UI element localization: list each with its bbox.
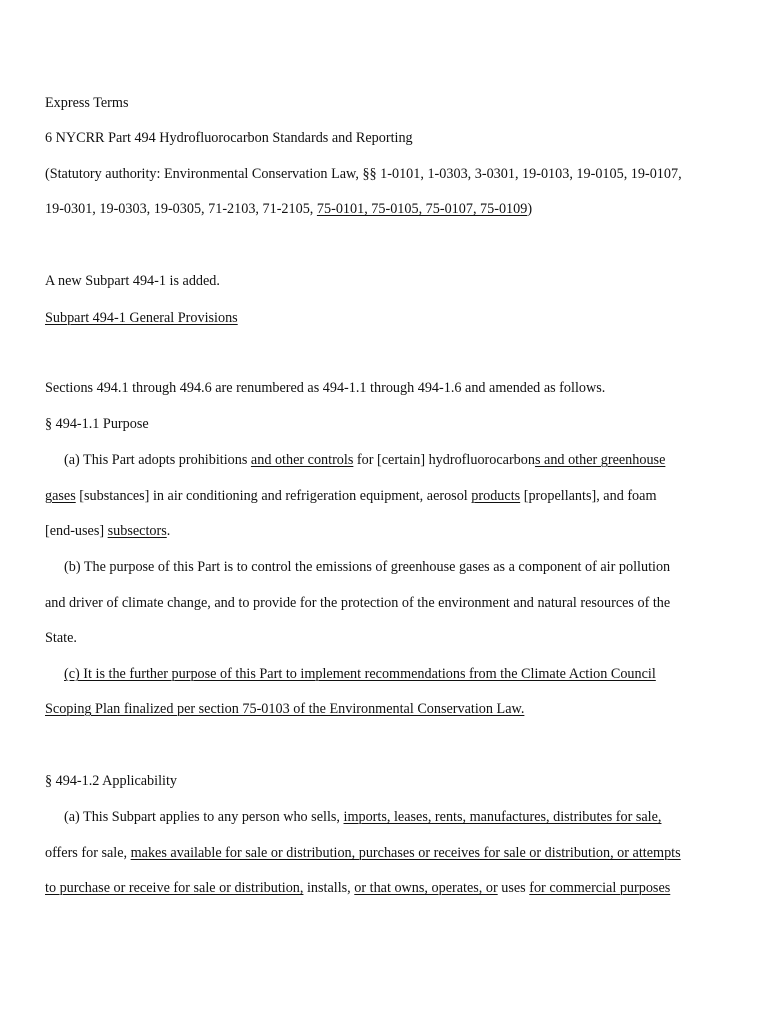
heading-part-title: 6 NYCRR Part 494 Hydrofluorocarbon Standards and Reporting (45, 130, 413, 146)
authority-close-paren: ) (527, 201, 533, 217)
applicability-a-line-3 (45, 879, 670, 897)
paragraph-a-text: [end-uses] (45, 523, 108, 539)
applicability-a-line-2 (45, 844, 681, 862)
statutory-authority-line-1: (Statutory authority: Environmental Conservation Law, §§ 1-0101, 1-0303, 3-0301, 19-0103, 19-0105, 19-0107, (45, 166, 682, 182)
applicability-text: installs, (303, 880, 355, 896)
paragraph-a-insertion: and other controls (250, 452, 354, 468)
paragraph-a-text: [substances] in air conditioning and refrigeration equipment, aerosol (75, 488, 472, 504)
applicability-text: (a) This Subpart applies to any person who sells, (64, 809, 344, 825)
paragraph-a-line-3 (45, 522, 170, 540)
paragraph-a-text: [propellants], and foam (520, 488, 657, 504)
paragraph-a-text: . (166, 523, 171, 539)
applicability-insertion: for commercial purposes (529, 880, 671, 896)
paragraph-a-text: (a) This Part adopts prohibitions (64, 452, 251, 468)
subpart-heading: Subpart 494-1 General Provisions (45, 310, 238, 326)
authority-sections-text: 19-0301, 19-0303, 19-0305, 71-2103, 71-2105, (45, 201, 317, 217)
paragraph-a-line-2 (45, 487, 656, 505)
paragraph-b-line-3: State. (45, 630, 77, 646)
paragraph-c-line-1: (c) It is the further purpose of this Part to implement recommendations from the Climate Action Council (64, 666, 656, 682)
paragraph-a-insertion: gases (45, 488, 76, 504)
applicability-text: offers for sale, (45, 845, 131, 861)
section-1-2-heading: § 494-1.2 Applicability (45, 773, 178, 789)
paragraph-b-line-2: and driver of climate change, and to provide for the protection of the environment and natural resources of the (45, 595, 671, 611)
paragraph-a-insertion: subsectors (107, 523, 167, 539)
applicability-insertion: makes available for sale or distribution, purchases or receives for sale or distribution, or attempts (130, 845, 681, 861)
paragraph-a-line-1 (64, 451, 665, 469)
paragraph-a-insertion: s and other greenhouse (534, 452, 666, 468)
paragraph-b-line-1: (b) The purpose of this Part is to control the emissions of greenhouse gases as a component of air pollution (64, 559, 671, 575)
section-1-1-heading: § 494-1.1 Purpose (45, 416, 149, 432)
authority-added-sections: 75-0101, 75-0105, 75-0107, 75-0109 (316, 201, 528, 217)
paragraph-c-line-2: Scoping Plan finalized per section 75-0103 of the Environmental Conservation Law. (45, 701, 525, 717)
applicability-a-line-1 (64, 808, 661, 826)
applicability-insertion: to purchase or receive for sale or distribution, (45, 880, 304, 896)
paragraph-a-insertion: products (471, 488, 521, 504)
applicability-insertion: imports, leases, rents, manufactures, distributes for sale, (343, 809, 662, 825)
statutory-authority-line-2 (45, 200, 532, 218)
applicability-text: uses (497, 880, 530, 896)
renumber-note: Sections 494.1 through 494.6 are renumbered as 494-1.1 through 494-1.6 and amended as follows. (45, 380, 606, 396)
paragraph-a-text: for [certain] hydrofluorocarbon (353, 452, 535, 468)
applicability-insertion: or that owns, operates, or (354, 880, 498, 896)
heading-express-terms: Express Terms (45, 95, 129, 111)
new-subpart-note: A new Subpart 494-1 is added. (45, 273, 220, 289)
